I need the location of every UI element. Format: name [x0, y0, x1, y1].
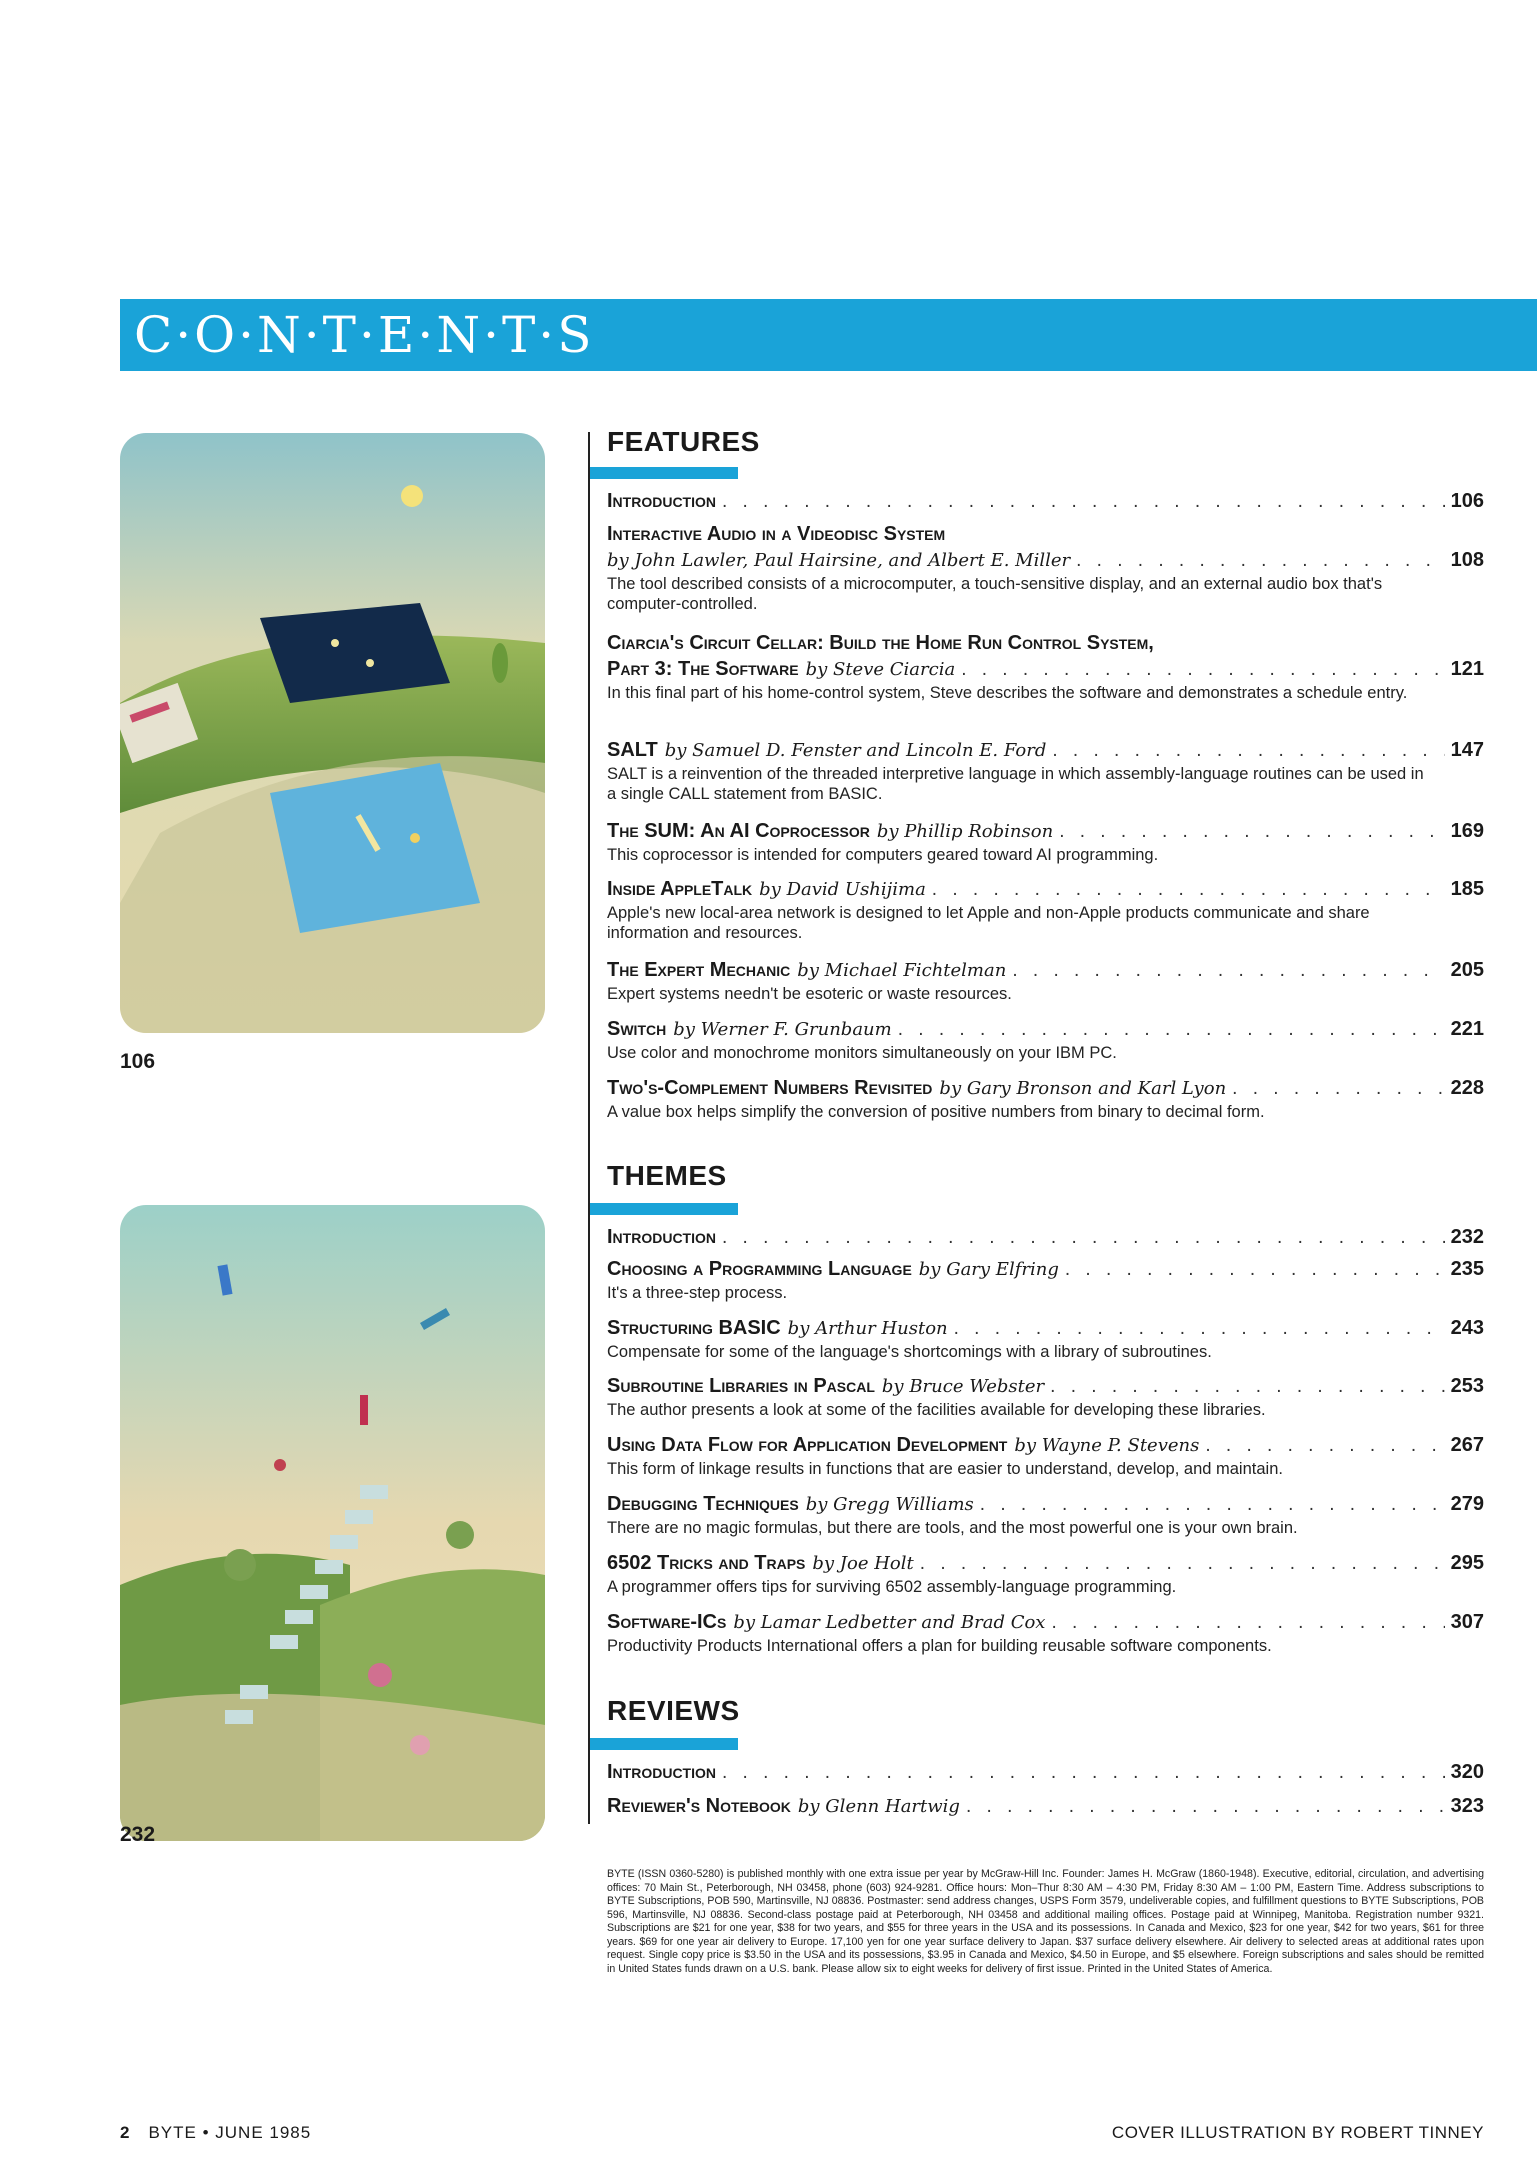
toc-entry[interactable]	[607, 488, 1484, 515]
entry-description: This form of linkage results in functions that are easier to understand, develop, and maintain.	[607, 1460, 1283, 1478]
entry-page: 320	[1450, 1761, 1484, 1783]
entry-page: 185	[1450, 878, 1484, 900]
entry-title: The Expert Mechanic	[607, 959, 791, 981]
entry-title: Introduction	[607, 1761, 716, 1783]
entry-author: by Gary Bronson and Karl Lyon	[939, 1078, 1227, 1099]
entry-page: 108	[1450, 549, 1484, 571]
toc-entry[interactable]	[607, 1373, 1484, 1420]
banner-title: C·O·N·T·E·N·T·S	[134, 306, 595, 364]
entry-page: 243	[1450, 1317, 1484, 1339]
entry-page: 147	[1450, 739, 1484, 761]
entry-description: This coprocessor is intended for computers geared toward AI programming.	[607, 846, 1159, 864]
entry-description: There are no magic formulas, but there are tools, and the most powerful one is your own brain.	[607, 1519, 1298, 1537]
entry-description: The tool described consists of a microcomputer, a touch-sensitive display, and an external audio box that's computer-controlled.	[607, 575, 1383, 613]
entry-page: 228	[1450, 1077, 1484, 1099]
entry-title: 6502 Tricks and Traps	[607, 1552, 806, 1574]
entry-description: Use color and monochrome monitors simultaneously on your IBM PC.	[607, 1044, 1117, 1062]
entry-author: by John Lawler, Paul Hairsine, and Albert E. Miller	[607, 550, 1071, 571]
section-bar	[590, 467, 738, 479]
toc-entry[interactable]	[607, 1224, 1484, 1251]
entry-author: by Gary Elfring	[918, 1259, 1059, 1280]
entry-description: SALT is a reinvention of the threaded interpretive language in which assembly-language routines can be used in a single CALL statement from BASIC.	[607, 765, 1424, 803]
entry-page: 295	[1450, 1552, 1484, 1574]
entry-title: Introduction	[607, 490, 716, 512]
entry-author: by Michael Fichtelman	[797, 960, 1007, 981]
toc-entry[interactable]	[607, 1550, 1484, 1597]
entry-page: 169	[1450, 820, 1484, 842]
entry-title: Subroutine Libraries in Pascal	[607, 1375, 875, 1397]
entry-title: Introduction	[607, 1226, 716, 1248]
toc-entry[interactable]	[607, 1256, 1484, 1303]
entry-description: The author presents a look at some of the facilities available for developing these libraries.	[607, 1401, 1266, 1419]
publication-notice: BYTE (ISSN 0360-5280) is published monthly with one extra issue per year by McGraw-Hill Inc. Founder: James H. McGraw (1860-1948). Executive, editorial, circulation, and advertising offices: 70 Main St., Peterborough, NH 03458, phone (603) 924-9281. Office hours: Mon–Thur 8:30 AM – 4:30 PM, Friday 8:30 AM – 1:00 PM, Eastern Time. Address subscriptions to BYTE Subscriptions, POB 590, Martinsville, NJ 08836. Postmaster: send address changes, USPS Form 3579, undeliverable copies, and fulfillment questions to BYTE Subscriptions, POB 596, Martinsville, NJ 08836. Second-class postage paid at Peterborough, NH 03458 and additional mailing offices. Postage paid at Winnipeg, Manitoba. Registration number 9321. Subscriptions are $21 for one year, $38 for two years, and $55 for three years in the USA and its possessions. In Canada and Mexico, $23 for one year, $42 for two years, $61 for three years. $69 for one year air delivery to Europe. 17,100 yen for one year surface delivery to Japan. $37 surface delivery elsewhere. Air delivery to selected areas at additional rates upon request. Single copy price is $3.50 in the USA and its possessions, $3.95 in Canada and Mexico, $4.50 in Europe, and $5 elsewhere. Foreign subscriptions and sales should be remitted in United States funds drawn on a U.S. bank. Please allow six to eight weeks for delivery of first issue. Printed in the United States of America.	[607, 1868, 1484, 1975]
entry-description: A programmer offers tips for surviving 6502 assembly-language programming.	[607, 1578, 1177, 1596]
landscape-screens-illustration	[120, 433, 545, 1033]
entry-title: SALT	[607, 739, 658, 761]
magazine-issue: BYTE • JUNE 1985	[148, 2123, 312, 2142]
entry-title: The SUM: An AI Coprocessor	[607, 820, 870, 842]
entry-description: Productivity Products International offers a plan for building reusable software components.	[607, 1637, 1272, 1655]
entry-page: 121	[1450, 658, 1484, 680]
illustration-page-label: 232	[120, 1823, 156, 1846]
entry-author: by Phillip Robinson	[876, 821, 1054, 842]
toc-entry[interactable]	[607, 1432, 1484, 1479]
entry-description: Expert systems needn't be esoteric or waste resources.	[607, 985, 1012, 1003]
toc-entry[interactable]	[607, 630, 1484, 703]
entry-page: 267	[1450, 1434, 1484, 1456]
entry-title: Structuring BASIC	[607, 1317, 781, 1339]
contents-banner	[120, 299, 1537, 371]
staircase-letters-illustration	[120, 1205, 545, 1841]
toc-entry[interactable]	[607, 818, 1484, 865]
entry-title: Ciarcia's Circuit Cellar: Build the Home Run Control System,	[607, 632, 1154, 654]
entry-page: 279	[1450, 1493, 1484, 1515]
entry-author: by Samuel D. Fenster and Lincoln E. Ford	[664, 740, 1047, 761]
toc-entry[interactable]	[607, 876, 1484, 943]
page-number: 2	[120, 2123, 131, 2142]
illustration-page-label: 106	[120, 1050, 156, 1073]
entry-title: Reviewer's Notebook	[607, 1795, 791, 1817]
entry-author: by Arthur Huston	[787, 1318, 948, 1339]
entry-description: In this final part of his home-control system, Steve describes the software and demonstrates a schedule entry.	[607, 684, 1408, 702]
entry-page: 221	[1450, 1018, 1484, 1040]
entry-author: by Gregg Williams	[805, 1494, 974, 1515]
entry-author: by Joe Holt	[812, 1553, 914, 1574]
entry-page: 106	[1450, 490, 1484, 512]
entry-description: Apple's new local-area network is designed to let Apple and non-Apple products communicate and share information and resources.	[607, 904, 1370, 942]
entry-title: Software-ICs	[607, 1611, 727, 1633]
entry-author: by Werner F. Grunbaum	[673, 1019, 892, 1040]
toc-entry[interactable]	[607, 521, 1484, 614]
entry-page: 323	[1450, 1795, 1484, 1817]
entry-author: by Lamar Ledbetter and Brad Cox	[733, 1612, 1046, 1633]
entry-title: Debugging Techniques	[607, 1493, 799, 1515]
entry-description: A value box helps simplify the conversion of positive numbers from binary to decimal form.	[607, 1103, 1265, 1121]
toc-entry[interactable]	[607, 1315, 1484, 1362]
entry-author: by Steve Ciarcia	[805, 659, 956, 680]
toc-entry[interactable]	[607, 1491, 1484, 1538]
toc-entry[interactable]	[607, 957, 1484, 1004]
entry-author: by Bruce Webster	[881, 1376, 1045, 1397]
footer-folio	[120, 2123, 311, 2143]
entry-author: by Glenn Hartwig	[797, 1796, 960, 1817]
entry-title: Two's-Complement Numbers Revisited	[607, 1077, 933, 1099]
toc-entry[interactable]	[607, 1793, 1484, 1820]
entry-page: 232	[1450, 1226, 1484, 1248]
entry-page: 235	[1450, 1258, 1484, 1280]
section-heading-reviews: REVIEWS	[607, 1695, 740, 1726]
toc-entry[interactable]	[607, 737, 1484, 804]
entry-author: by David Ushijima	[759, 879, 926, 900]
toc-entry[interactable]	[607, 1609, 1484, 1656]
entry-title: Choosing a Programming Language	[607, 1258, 912, 1280]
entry-title: Interactive Audio in a Videodisc System	[607, 523, 946, 545]
toc-entry[interactable]	[607, 1759, 1484, 1786]
entry-title: Inside AppleTalk	[607, 878, 753, 900]
section-bar	[590, 1738, 738, 1750]
section-heading-themes: THEMES	[607, 1160, 727, 1191]
entry-description: It's a three-step process.	[607, 1284, 788, 1302]
toc-entry[interactable]	[607, 1016, 1484, 1063]
entry-title: Using Data Flow for Application Development	[607, 1434, 1008, 1456]
column-rule	[588, 432, 590, 1824]
entry-title: Switch	[607, 1018, 667, 1040]
cover-credit: COVER ILLUSTRATION BY ROBERT TINNEY	[1111, 2123, 1484, 2142]
entry-page: 307	[1450, 1611, 1484, 1633]
section-bar	[590, 1203, 738, 1215]
entry-title-continued: Part 3: The Software	[607, 658, 799, 680]
entry-description: Compensate for some of the language's shortcomings with a library of subroutines.	[607, 1343, 1212, 1361]
section-heading-features: FEATURES	[607, 426, 760, 457]
toc-entry[interactable]	[607, 1075, 1484, 1122]
entry-page: 253	[1450, 1375, 1484, 1397]
entry-author: by Wayne P. Stevens	[1014, 1435, 1200, 1456]
entry-page: 205	[1450, 959, 1484, 981]
